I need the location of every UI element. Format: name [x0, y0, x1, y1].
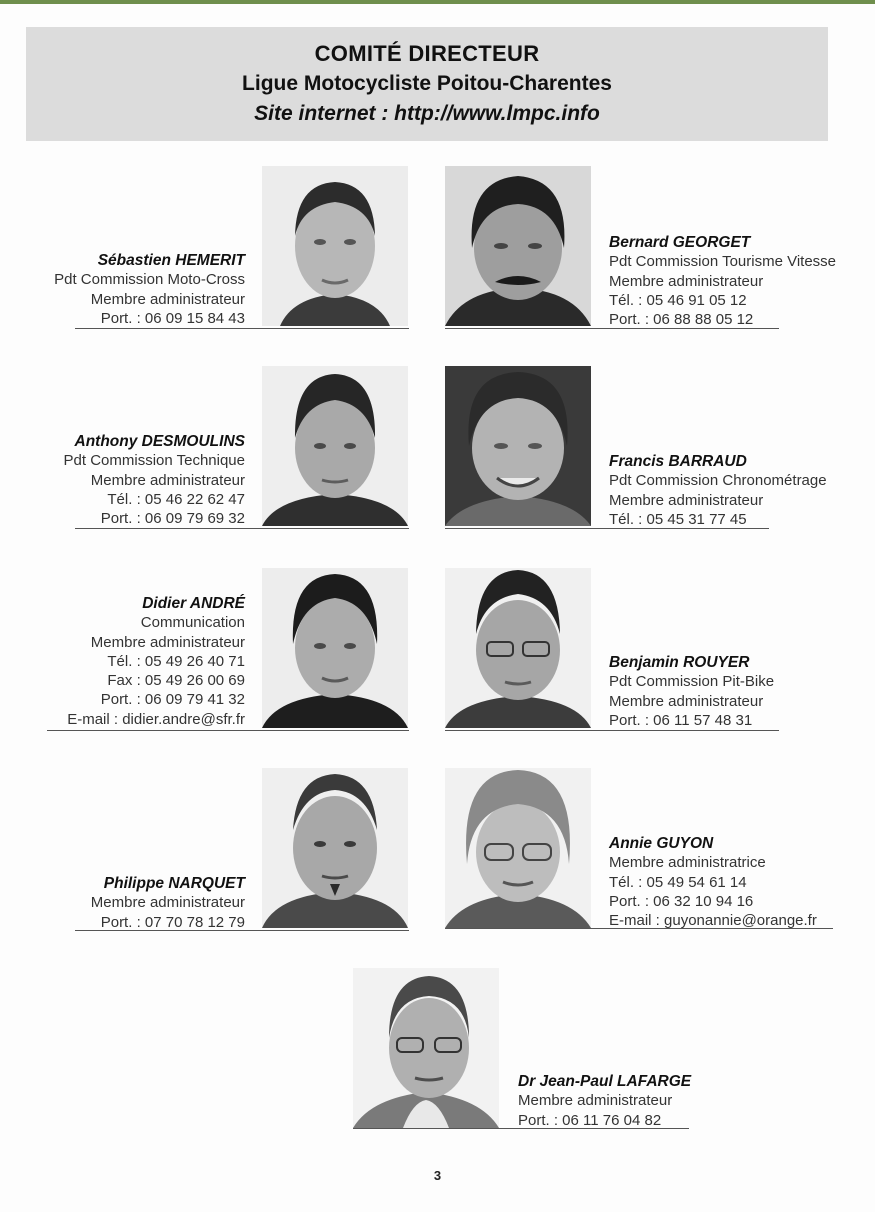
member-role: Pdt Commission Moto-Cross — [54, 271, 245, 289]
member-role: Pdt Commission Pit-Bike — [609, 673, 775, 691]
member-title: Membre administrateur — [90, 894, 245, 912]
member-title: Membre administrateur — [609, 272, 764, 290]
member-phone: Tél. : 05 49 54 61 14 — [609, 873, 747, 891]
member-title: Membre administratrice — [609, 854, 766, 872]
member-photo — [445, 166, 591, 326]
member-name: Francis BARRAUD — [609, 453, 747, 470]
member-info — [609, 653, 774, 730]
member-name: Philippe NARQUET — [103, 875, 245, 892]
member-mobile: Port. : 06 32 10 94 16 — [609, 892, 754, 910]
member-role: Pdt Commission Tourisme Vitesse — [609, 253, 837, 271]
member-email: E-mail : didier.andre@sfr.fr — [67, 710, 245, 728]
member-photo — [445, 768, 591, 928]
member-title: Membre administrateur — [90, 633, 245, 651]
member-info — [518, 1072, 691, 1130]
member-fax: Fax : 05 49 26 00 69 — [107, 672, 245, 690]
member-name: Dr Jean-Paul LAFARGE — [518, 1073, 692, 1090]
member-photo — [262, 568, 408, 728]
member-photo — [262, 768, 408, 928]
member-mobile: Port. : 06 11 57 48 31 — [609, 711, 753, 729]
member-title: Membre administrateur — [609, 491, 764, 509]
member-name: Annie GUYON — [609, 835, 714, 852]
member-title: Membre administrateur — [518, 1092, 673, 1110]
member-phone: Tél. : 05 45 31 77 45 — [609, 510, 747, 528]
member-mobile: Port. : 06 09 79 41 32 — [100, 691, 245, 709]
member-info — [67, 594, 245, 729]
member-photo — [262, 166, 408, 326]
page-subtitle: Ligue Motocycliste Poitou-Charentes — [242, 72, 612, 95]
top-border — [0, 0, 875, 4]
member-name: Sébastien HEMERIT — [97, 252, 245, 269]
header-band — [26, 27, 828, 141]
member-name: Bernard GEORGET — [609, 234, 751, 251]
member-name: Benjamin ROUYER — [609, 654, 750, 671]
website-line: Site internet : http://www.lmpc.info — [254, 102, 600, 125]
member-mobile: Port. : 07 70 78 12 79 — [100, 913, 245, 931]
member-name: Anthony DESMOULINS — [74, 433, 245, 450]
member-role: Pdt Commission Chronométrage — [609, 472, 827, 490]
member-photo — [445, 366, 591, 526]
member-title: Membre administrateur — [609, 692, 764, 710]
member-mobile: Port. : 06 88 88 05 12 — [609, 311, 754, 329]
member-info — [609, 834, 817, 930]
member-info — [609, 233, 836, 329]
page-title: COMITÉ DIRECTEUR — [314, 41, 540, 66]
member-phone: Tél. : 05 46 91 05 12 — [609, 291, 747, 309]
member-underline — [47, 730, 409, 731]
member-title: Membre administrateur — [90, 290, 245, 308]
member-title: Membre administrateur — [90, 471, 245, 489]
member-phone: Tél. : 05 46 22 62 47 — [107, 490, 245, 508]
member-info — [91, 874, 245, 932]
page-number: 3 — [433, 1168, 442, 1183]
member-mobile: Port. : 06 11 76 04 82 — [518, 1111, 662, 1129]
member-mobile: Port. : 06 09 15 84 43 — [100, 309, 245, 327]
member-email: E-mail : guyonannie@orange.fr — [609, 912, 817, 930]
member-role: Communication — [140, 614, 245, 632]
member-info — [64, 432, 245, 528]
member-name: Didier ANDRÉ — [142, 595, 245, 612]
member-photo — [353, 968, 499, 1128]
member-mobile: Port. : 06 09 79 69 32 — [100, 510, 245, 528]
member-info — [54, 251, 245, 328]
member-photo — [262, 366, 408, 526]
member-phone: Tél. : 05 49 26 40 71 — [107, 652, 245, 670]
member-photo — [445, 568, 591, 728]
member-info — [609, 452, 827, 529]
member-role: Pdt Commission Technique — [63, 452, 245, 470]
